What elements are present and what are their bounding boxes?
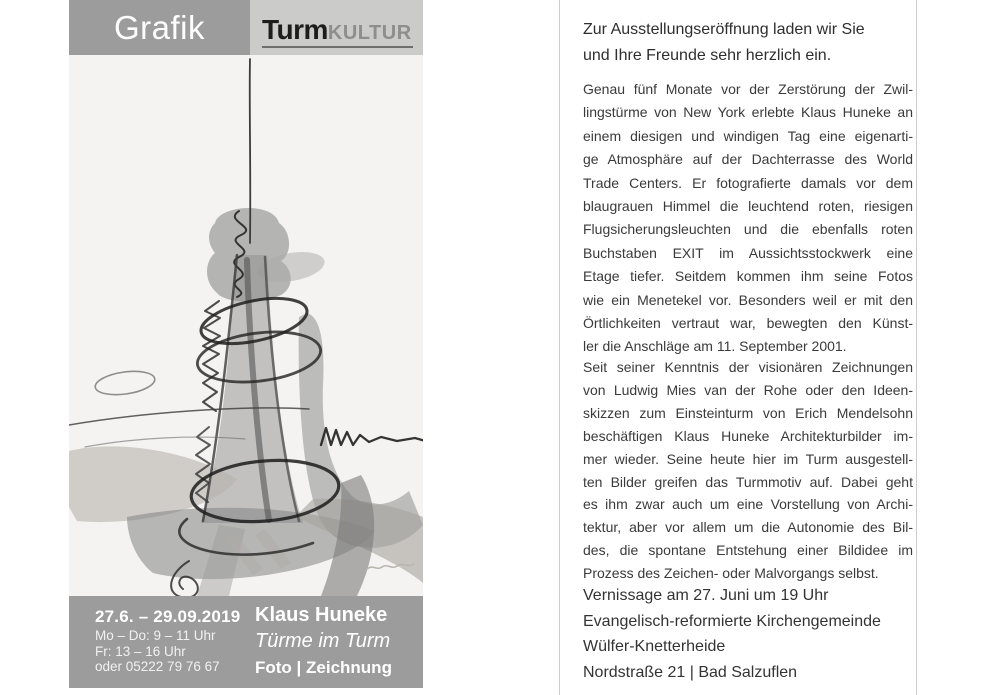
text-line: Wülfer-Knetterheide xyxy=(583,638,726,655)
exhibition-dates: 27.6. – 29.09.2019 xyxy=(95,607,241,626)
tower-drawing xyxy=(69,55,423,596)
text-line: beschäftigen Klaus Huneke Architekturbilder im- xyxy=(583,427,913,444)
text-line: Seit seiner Kenntnis der visionären Zeichnungen xyxy=(583,359,913,375)
kultur-label: KULTUR xyxy=(327,22,412,44)
grafik-label: Grafik xyxy=(113,8,205,46)
tower-artwork xyxy=(69,55,423,596)
text-line: ten Bilder greifen das Turmmotiv auf. Dabei geht xyxy=(583,473,913,490)
flyer-footer xyxy=(69,596,423,688)
exhibition-title: Türme im Turm xyxy=(255,630,391,652)
vernissage-details xyxy=(583,583,923,685)
text-line: Evangelisch-reformierte Kirchengemeinde xyxy=(583,612,881,630)
invitation-intro xyxy=(583,17,913,68)
text-line: Flugsicherungsleuchten und die ebenfalls roten xyxy=(583,221,913,238)
text-line: ler die Anschläge am 11. September 2001. xyxy=(583,338,847,355)
turm-label: Turm xyxy=(262,14,328,45)
text-line: skizzen zum Einsteinturm von Erich Mendelsohn xyxy=(583,404,913,421)
text-line: blaugrauen Himmel die leuchtend roten, riesigen xyxy=(583,198,913,215)
exhibition-media: Foto | Zeichnung xyxy=(255,658,392,677)
text-line: Örtlichkeiten vertraut war, bewegten den Künst- xyxy=(583,315,913,332)
zigzag-scribble xyxy=(321,428,423,445)
text-line: Prozess des Zeichen- oder Malvorgangs selbst. xyxy=(583,565,879,582)
turmkultur-block xyxy=(250,0,423,55)
invitation-paragraph-1 xyxy=(583,78,913,359)
text-line: Nordstraße 21 | Bad Salzuflen xyxy=(583,663,798,681)
grafik-block xyxy=(69,0,250,55)
text-line: tektur, aber vor allem um die Autonomie des Bil- xyxy=(583,519,913,536)
text-line: es ihm zwar auch um eine Vorstellung von Archi- xyxy=(583,496,913,513)
fold-rule-left xyxy=(559,0,560,695)
text-line: Genau fünf Monate vor der Zerstörung der Zwil- xyxy=(583,81,913,97)
text-line: mer wieder. Seine heute hier im Turm ausgestell- xyxy=(583,450,913,467)
opening-hours xyxy=(95,628,240,675)
invitation-paragraph-2 xyxy=(583,356,913,585)
text-line: oder 05222 79 76 67 xyxy=(95,659,220,674)
text-line: ge Atmosphäre auf der Dachterrasse des World xyxy=(583,151,913,168)
text-line: von Ludwig Mies van der Rohe oder den Ideen- xyxy=(583,381,913,398)
text-line: wie ein Menetekel vor. Besonders weil er mit den xyxy=(583,291,913,308)
turmkultur-wordmark xyxy=(262,16,413,48)
text-line: und Ihre Freunde sehr herzlich ein. xyxy=(583,46,832,64)
text-line: Trade Centers. Er fotografierte damals vor dem xyxy=(583,174,913,191)
antenna-line xyxy=(250,59,251,243)
text-line: lingstürme von New York erlebte Klaus Huneke an xyxy=(583,104,913,121)
text-line: Fr: 13 – 16 Uhr xyxy=(95,643,186,659)
text-line: des, die spontane Entstehung einer Bildidee im xyxy=(583,542,913,559)
text-line: Zur Ausstellungseröffnung laden wir Sie xyxy=(583,21,865,38)
invitation-panel xyxy=(583,0,913,695)
text-line: Vernissage am 27. Juni um 19 Uhr xyxy=(583,587,829,604)
flyer-header xyxy=(69,0,423,55)
text-line: Mo – Do: 9 – 11 Uhr xyxy=(95,628,216,643)
text-line: Etage tiefer. Seitdem kommen ihm seine Fotos xyxy=(583,268,913,285)
text-line: einem diesigen und windigen Tag eine eigenarti- xyxy=(583,127,913,144)
artist-name: Klaus Huneke xyxy=(255,604,388,626)
exhibition-flyer xyxy=(69,0,423,688)
exhibit-block xyxy=(255,602,392,681)
schedule-block xyxy=(95,605,240,675)
text-line: Buchstaben EXIT im Aussichtsstockwerk eine xyxy=(583,244,913,261)
